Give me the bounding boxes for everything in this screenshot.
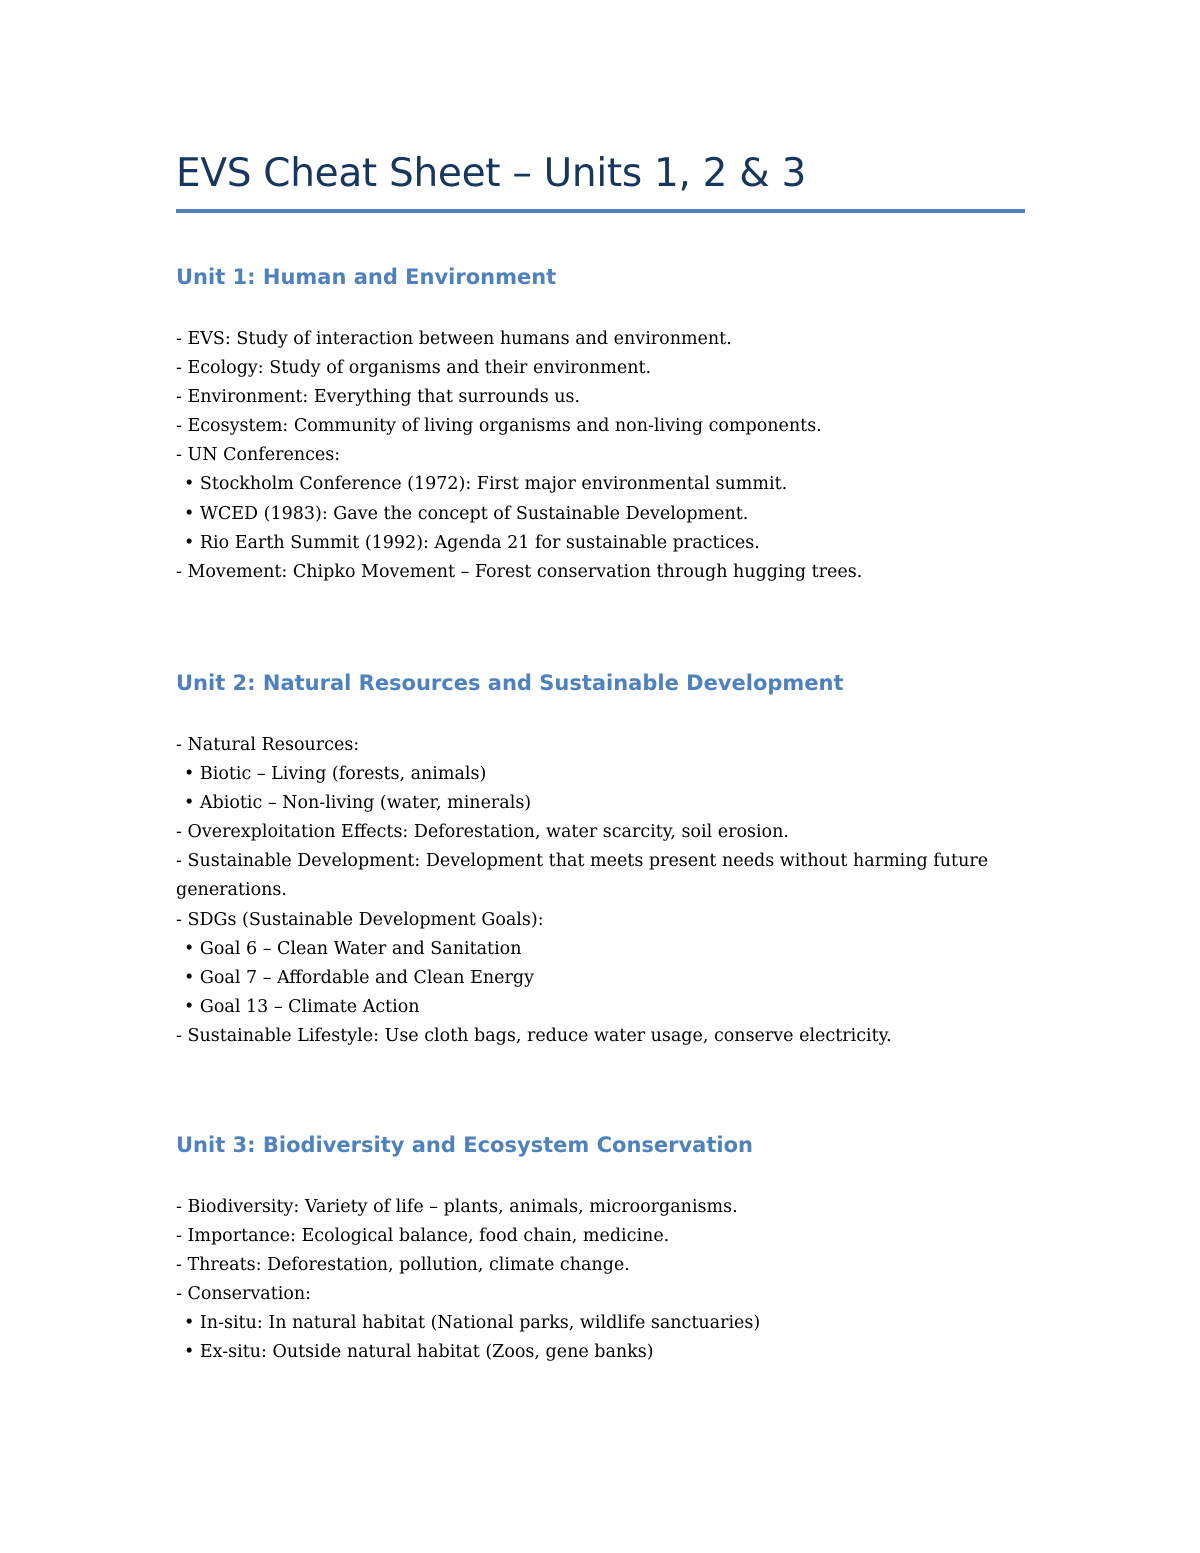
sub-bullet-item: • Goal 6 – Clean Water and Sanitation <box>184 938 522 959</box>
list-item: - Importance: Ecological balance, food chain, medicine. <box>176 1226 670 1247</box>
sub-bullet-item: • Ex-situ: Outside natural habitat (Zoos, gene banks) <box>184 1342 654 1363</box>
list-item: - Natural Resources: <box>176 735 360 755</box>
section-list <box>176 731 1026 1051</box>
sub-bullet-item: • Goal 7 – Affordable and Clean Energy <box>184 967 534 988</box>
list-item: - Conservation: <box>176 1284 312 1305</box>
section-heading: Unit 1: Human and Environment <box>176 265 557 289</box>
list-item: - Environment: Everything that surrounds us. <box>176 387 581 408</box>
title-underline <box>176 209 1025 213</box>
sub-bullet-item: • Abiotic – Non-living (water, minerals) <box>184 793 532 814</box>
sub-bullet-item: • Rio Earth Summit (1992): Agenda 21 for sustainable practices. <box>184 532 760 553</box>
document-title: EVS Cheat Sheet – Units 1, 2 & 3 <box>176 151 806 196</box>
sub-bullet-item: • Goal 13 – Climate Action <box>184 996 420 1017</box>
section-unit-2 <box>176 668 1026 1051</box>
sub-bullet-item: • Biotic – Living (forests, animals) <box>184 764 487 785</box>
section-list <box>176 1193 1026 1368</box>
list-item: - UN Conferences: <box>176 445 341 466</box>
section-list <box>176 325 1026 587</box>
sub-bullet-item: • In-situ: In natural habitat (National parks, wildlife sanctuaries) <box>184 1313 761 1334</box>
section-heading: Unit 2: Natural Resources and Sustainable Development <box>176 671 844 695</box>
list-item: - Biodiversity: Variety of life – plants, animals, microorganisms. <box>176 1197 738 1217</box>
list-item: - Movement: Chipko Movement – Forest conservation through hugging trees. <box>176 561 863 582</box>
list-item: - Ecology: Study of organisms and their environment. <box>176 358 652 379</box>
list-item: - Ecosystem: Community of living organisms and non-living components. <box>176 416 822 437</box>
sub-bullet-item: • WCED (1983): Gave the concept of Sustainable Development. <box>184 503 749 524</box>
sub-bullet-item: • Stockholm Conference (1972): First major environmental summit. <box>184 474 788 495</box>
list-item: - Overexploitation Effects: Deforestation, water scarcity, soil erosion. <box>176 822 789 843</box>
section-unit-3 <box>176 1130 1026 1368</box>
list-item: - EVS: Study of interaction between humans and environment. <box>176 329 732 349</box>
section-unit-1 <box>176 262 1026 587</box>
list-item: - Sustainable Lifestyle: Use cloth bags, reduce water usage, conserve electricity. <box>176 1025 892 1046</box>
list-item: - Threats: Deforestation, pollution, climate change. <box>176 1255 630 1276</box>
list-item: - SDGs (Sustainable Development Goals): <box>176 909 544 930</box>
section-heading: Unit 3: Biodiversity and Ecosystem Conservation <box>176 1133 753 1157</box>
list-item: - Sustainable Development: Development that meets present needs without harming future generations. <box>176 851 994 901</box>
